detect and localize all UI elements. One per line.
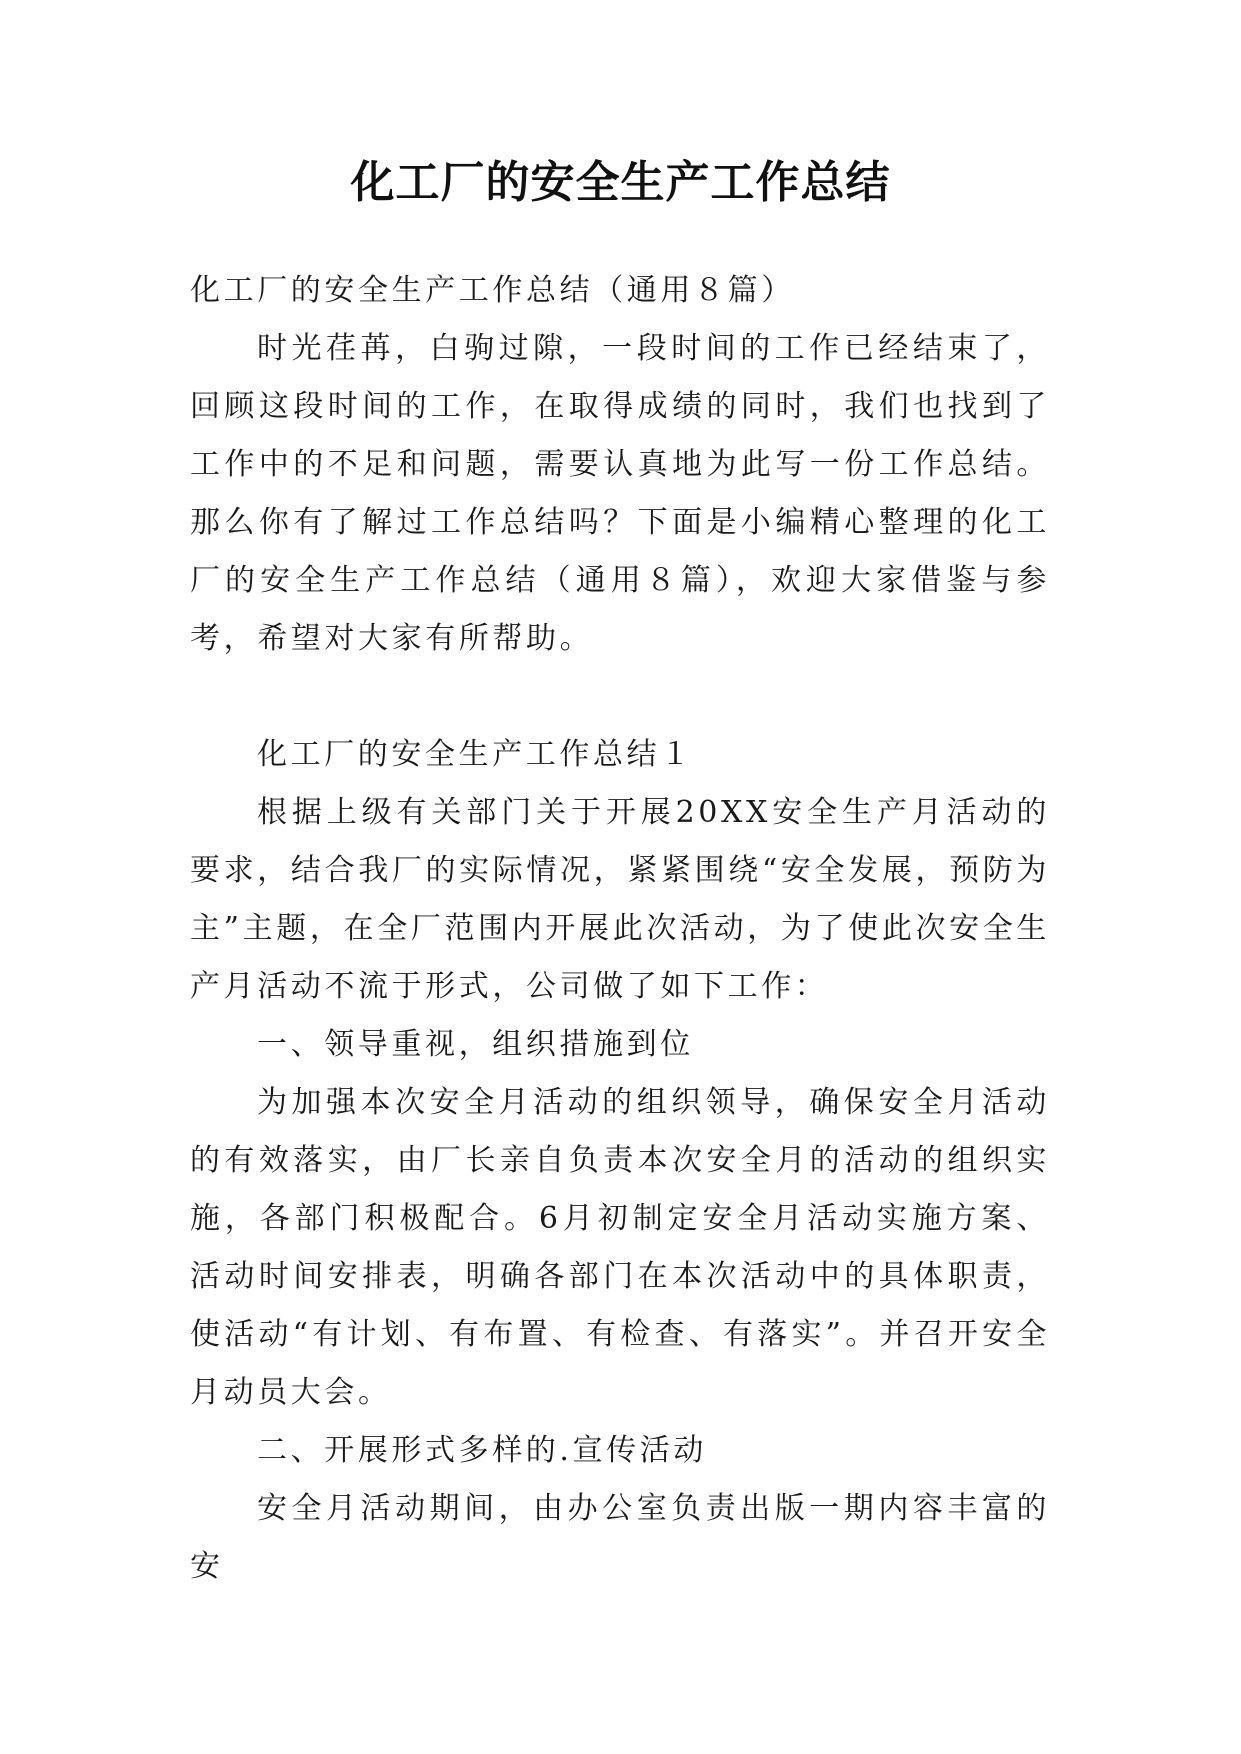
document-subtitle: 化工厂的安全生产工作总结（通用８篇） — [190, 273, 795, 308]
intro-paragraph: 时光荏苒，白驹过隙，一段时间的工作已经结束了，回顾这段时间的工作，在取得成绩的同时，我们也找到了工作中的不足和问题，需要认真地为此写一份工作总结。那么你有了解过工作总结吗？下面是小编精心整理的化工厂的安全生产工作总结（通用８篇），欢迎大家借鉴与参考，希望对大家有所帮助。 — [190, 331, 1050, 656]
subheading-2: 二、开展形式多样的.宣传活动 — [257, 1433, 707, 1468]
document-title: 化工厂的安全生产工作总结 — [350, 157, 891, 208]
subheading-1: 一、领导重视，组织措施到位 — [257, 1027, 694, 1062]
document-body — [190, 262, 1050, 1596]
body-paragraph-3: 安全月活动期间，由办公室负责出版一期内容丰富的安 — [190, 1491, 1050, 1584]
body-paragraph-1: 根据上级有关部门关于开展20XX安全生产月活动的要求，结合我厂的实际情况，紧紧围绕“安全发展，预防为主”主题，在全厂范围内开展此次活动，为了使此次安全生产月活动不流于形式，公司做了如下工作： — [190, 795, 1050, 1004]
section-heading-1: 化工厂的安全生产工作总结１ — [257, 737, 694, 772]
body-paragraph-2: 为加强本次安全月活动的组织领导，确保安全月活动的有效落实，由厂长亲自负责本次安全月的活动的组织实施，各部门积极配合。6月初制定安全月活动实施方案、活动时间安排表，明确各部门在本次活动中的具体职责，使活动“有计划、有布置、有检查、有落实”。并召开安全月动员大会。 — [190, 1085, 1050, 1410]
